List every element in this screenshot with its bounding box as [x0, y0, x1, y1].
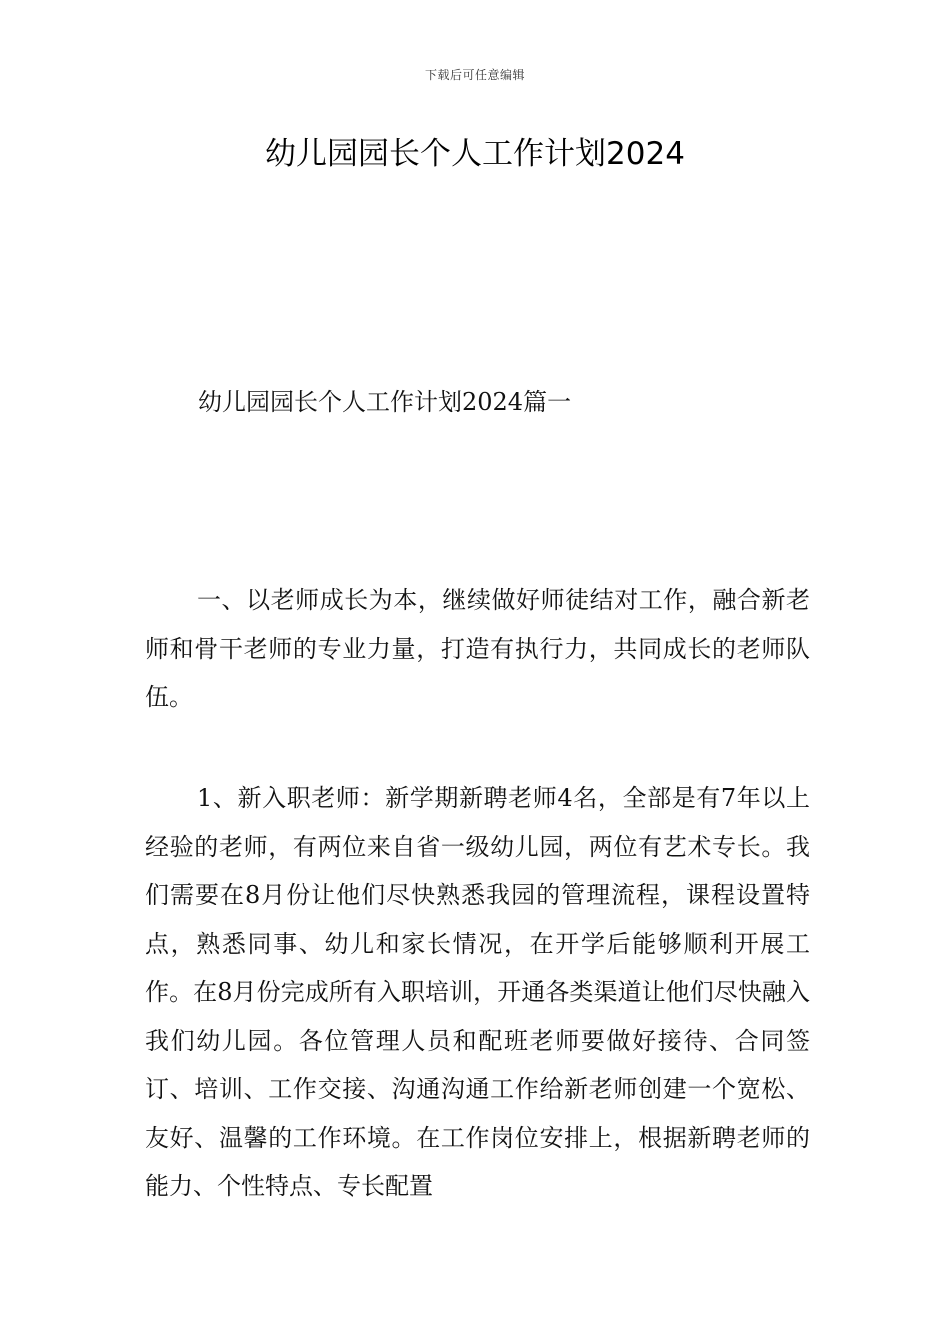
section-heading: 幼儿园园长个人工作计划2024篇一 [198, 388, 572, 416]
paragraph-2: 1、新入职老师：新学期新聘老师4名，全部是有7年以上经验的老师，有两位来自省一级幼儿园，两位有艺术专长。我们需要在8月份让他们尽快熟悉我园的管理流程，课程设置特点，熟悉同事、幼儿和家长情况，在开学后能够顺利开展工作。在8月份完成所有入职培训，开通各类渠道让他们尽快融入我们幼儿园。各位管理人员和配班老师要做好接待、合同签订、培训、工作交接、沟通沟通工作给新老师创建一个宽松、友好、温馨的工作环境。在工作岗位安排上，根据新聘老师的能力、个性特点、专长配置 [145, 784, 810, 1200]
document-title: 幼儿园园长个人工作计划2024 [265, 136, 685, 172]
paragraph-1: 一、以老师成长为本，继续做好师徒结对工作，融合新老师和骨干老师的专业力量，打造有执行力，共同成长的老师队伍。 [145, 586, 810, 711]
header-note: 下载后可任意编辑 [424, 68, 525, 82]
